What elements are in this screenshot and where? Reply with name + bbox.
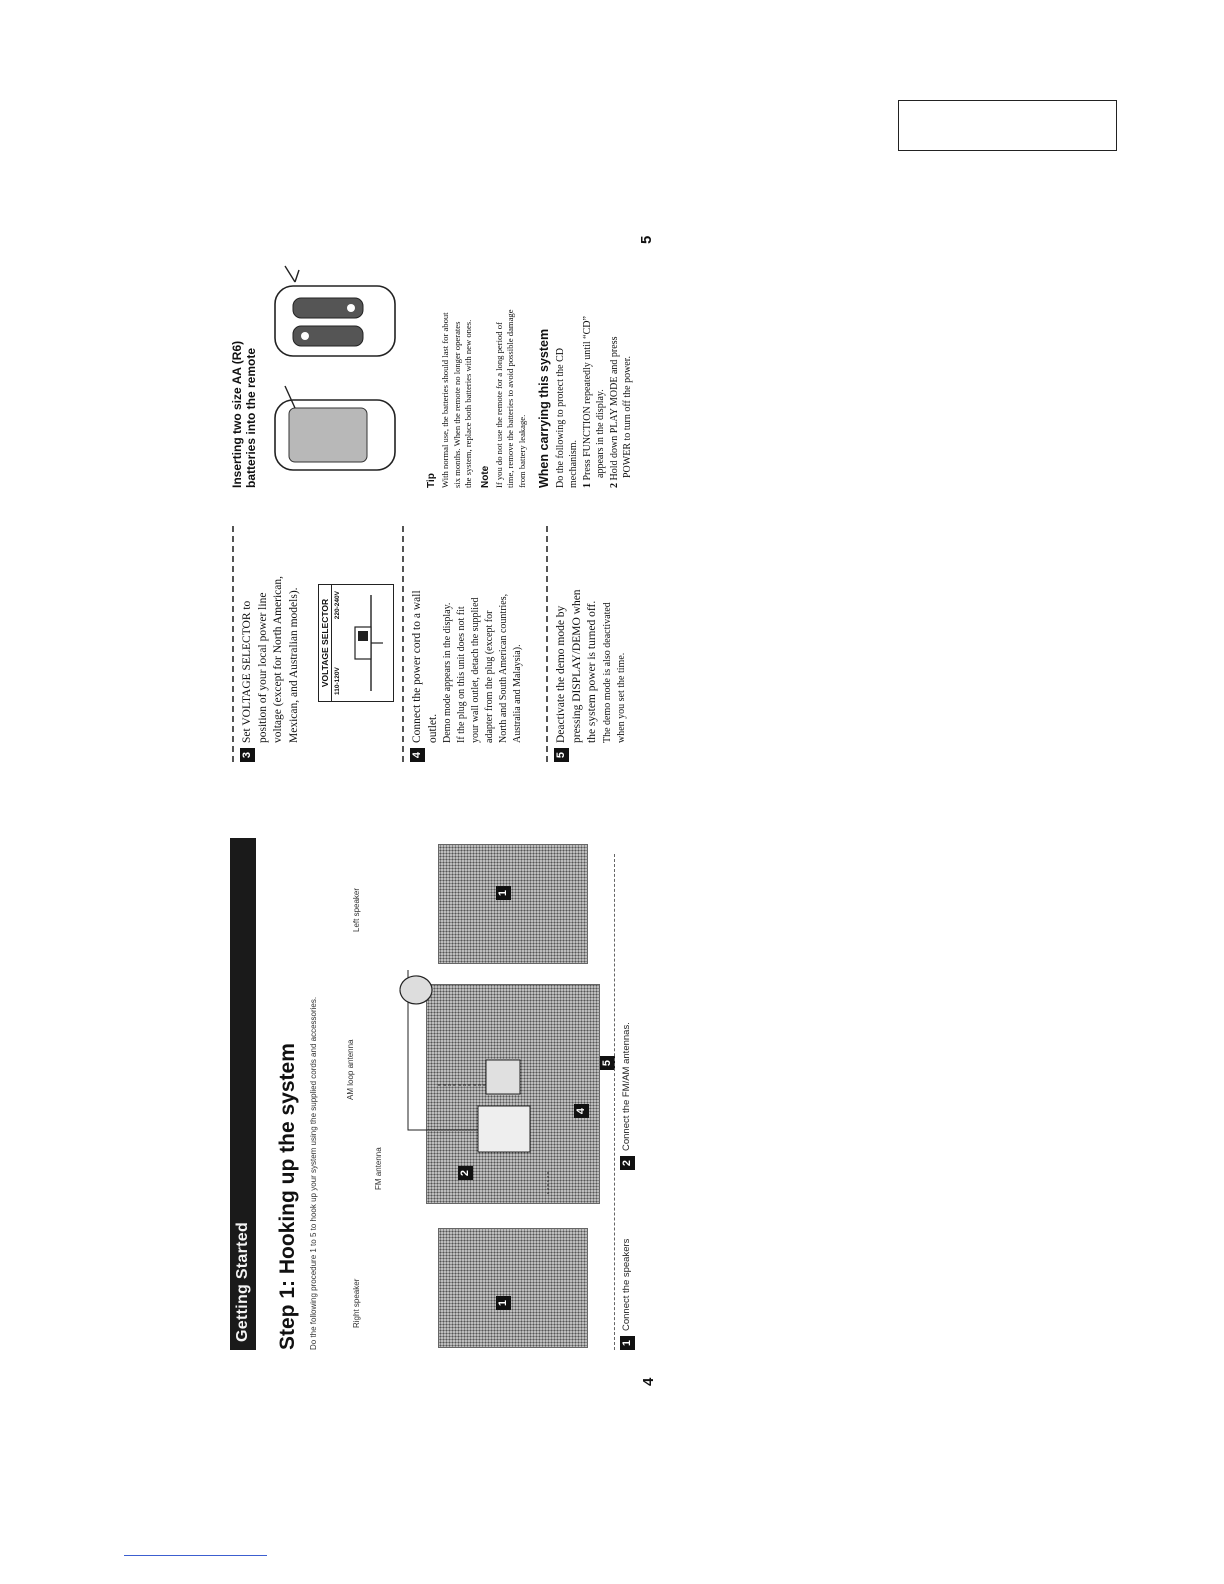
step5-line-1: pressing DISPLAY/DEMO when	[570, 589, 583, 743]
step4-number: 4	[410, 748, 425, 762]
hookup-diagram-lines	[378, 970, 608, 1210]
step4-sub-5: Australia and Malaysia).	[512, 644, 524, 743]
callout-1-right-speaker: 1	[496, 1296, 511, 1310]
intro-text: Do the following procedure 1 to 5 to hook up your system using the supplied cords and accessories.	[309, 996, 318, 1350]
page-number-right: 5	[638, 235, 655, 244]
step5-sub-0: The demo mode is also deactivated	[601, 602, 613, 743]
step4-sub-1: If the plug on this unit does not fit	[456, 606, 468, 743]
selector-switch-icon	[349, 585, 389, 701]
blank-box	[898, 100, 1117, 151]
step3-line-3: Mexican, and Australian models).	[287, 587, 300, 743]
batteries-column	[230, 238, 635, 488]
batteries-heading-line1: Inserting two size AA (R6)	[230, 340, 244, 488]
section-bar: Getting Started	[230, 838, 256, 1350]
callout-1-left-speaker: 1	[496, 886, 511, 900]
step2-block	[620, 950, 635, 1170]
note-line-1: time, remove the batteries to avoid possible damage	[505, 309, 516, 488]
remote-battery-illustration	[265, 248, 415, 488]
divider-left	[614, 854, 615, 1350]
step5-line-0: Deactivate the demo mode by	[555, 605, 567, 743]
step5-line-2: the system power is turned off.	[586, 600, 599, 743]
step4-line-1: outlet.	[426, 713, 439, 743]
carrying-item2-number: 2	[608, 483, 620, 488]
carrying-heading: When carrying this system	[536, 328, 551, 488]
tip-line-1: six months. When the remote no longer operates	[451, 321, 462, 488]
step2-number: 2	[620, 1156, 635, 1170]
fm-antenna-label: FM antenna	[374, 1147, 383, 1190]
step4-sub-4: North and South American countries,	[498, 593, 510, 743]
callout-2: 2	[458, 1166, 473, 1180]
step1-line-0: Connect the speakers	[621, 1238, 632, 1331]
carrying-item2-line-1: POWER to turn off the power.	[622, 355, 634, 478]
carrying-item1-line-0: Press FUNCTION repeatedly until “CD”	[581, 316, 593, 481]
step3-number: 3	[240, 748, 255, 762]
step3-line-0: Set VOLTAGE SELECTOR to	[241, 600, 253, 743]
step5-sub-1: when you set the time.	[615, 652, 627, 743]
step3-line-2: voltage (except for North American,	[272, 575, 285, 743]
footer-rule	[124, 1555, 267, 1556]
voltage-selector-diagram	[318, 584, 394, 702]
step4-line-0: Connect the power cord to a wall	[411, 590, 423, 743]
step2-line-0: Connect the FM/AM antennas.	[621, 1022, 632, 1151]
right-speaker-label: Right speaker	[352, 1278, 361, 1328]
note-line-0: If you do not use the remote for a long period of	[493, 322, 504, 488]
step5-rule	[546, 526, 548, 762]
right-speaker-illustration	[438, 1228, 588, 1348]
step3-line-1: position of your local power line	[256, 592, 269, 743]
carrying-intro-0: Do the following to protect the CD	[554, 348, 566, 488]
step5-number: 5	[554, 748, 569, 762]
note-line-2: from battery leakage.	[516, 414, 527, 488]
am-antenna-label-top: AM loop antenna	[346, 1039, 355, 1100]
step4-sub-0: Demo mode appears in the display.	[442, 602, 454, 743]
carrying-item1-line-1: appears in the display.	[595, 389, 607, 478]
carrying-intro-1: mechanism.	[568, 439, 580, 488]
voltage-range-low: 110-120V	[334, 667, 342, 695]
step1-number: 1	[620, 1336, 635, 1350]
carrying-item2-line-0: Hold down PLAY MODE and press	[608, 336, 620, 481]
tip-line-2: the system, replace both batteries with new ones.	[463, 319, 474, 488]
step5-block	[546, 526, 629, 762]
step4-rule	[402, 526, 404, 762]
batteries-heading	[230, 238, 258, 488]
left-speaker-illustration	[438, 844, 588, 964]
page-title: Step 1: Hooking up the system	[276, 1043, 299, 1350]
step4-sub-3: adapter from the plug (except for	[484, 610, 496, 743]
page-number-left: 4	[640, 1377, 657, 1386]
left-speaker-label: Left speaker	[352, 887, 361, 932]
voltage-selector-title: VOLTAGE SELECTOR	[319, 585, 332, 701]
step4-block	[402, 526, 525, 762]
tip-heading: Tip	[426, 473, 437, 488]
tip-line-0: With normal use, the batteries should last for about	[440, 312, 450, 488]
batteries-heading-line2: batteries into the remote	[244, 347, 258, 488]
note-heading: Note	[479, 465, 491, 488]
step3-block	[232, 526, 394, 762]
step4-sub-2: your wall outlet, detach the supplied	[470, 597, 482, 743]
voltage-range-high: 220-240V	[334, 591, 342, 620]
callout-5: 5	[600, 1056, 615, 1070]
callout-4: 4	[574, 1104, 589, 1118]
rotated-spread	[228, 14, 668, 1390]
carrying-item1-number: 1	[581, 483, 593, 488]
step3-rule	[232, 526, 234, 762]
